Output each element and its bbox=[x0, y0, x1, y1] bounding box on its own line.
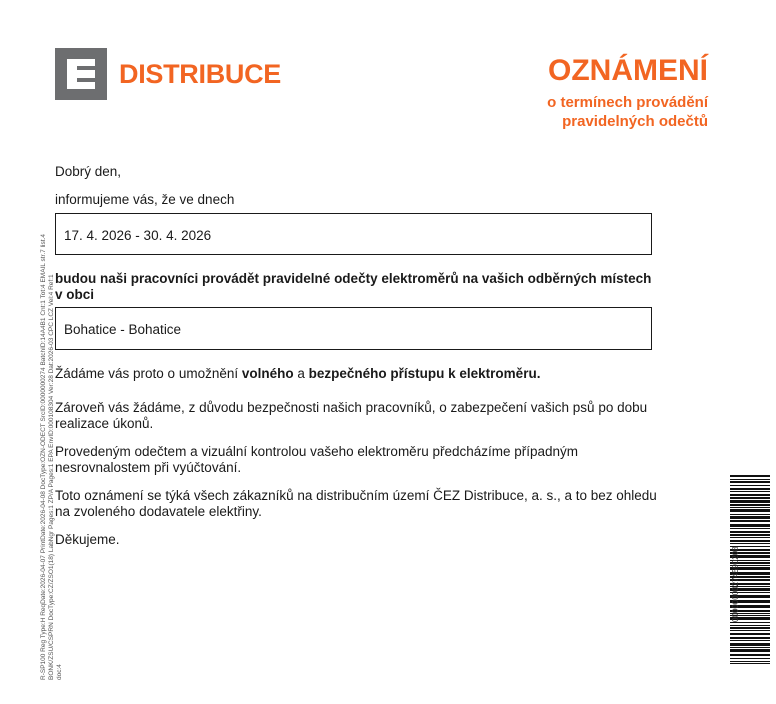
notice-line-2: v obci bbox=[55, 287, 95, 302]
barcode-bar bbox=[730, 654, 770, 656]
barcode-bar bbox=[730, 643, 770, 646]
subtitle-line-1: o termínech provádění bbox=[547, 94, 708, 111]
dogs-line-2: realizace úkonů. bbox=[55, 416, 154, 431]
barcode-bar bbox=[730, 479, 770, 480]
side-code-line-3: doc:4 bbox=[56, 664, 63, 680]
side-code-line-1: R-SP100 Reg Type:H ReqDate:2026-04-07 PrintDate:2026-04-08 DocType:OZN-ODECT SrcID:0000000274 BatchID:14A4B1 Cnt:1 Tot:4 EMAIL str.7 list.4 bbox=[40, 234, 47, 680]
barcode-bar bbox=[730, 647, 770, 648]
billing-line-1: Provedeným odečtem a vizuální kontrolou vašeho elektroměru předcházíme případným bbox=[55, 444, 579, 459]
barcode-bar bbox=[730, 625, 770, 626]
scope-line-2: na zvoleného dodavatele elektřiny. bbox=[55, 504, 262, 519]
intro-text: informujeme vás, že ve dnech bbox=[55, 192, 235, 207]
page-subtitle bbox=[448, 93, 708, 131]
request-text bbox=[55, 366, 540, 382]
billing-text bbox=[55, 444, 578, 476]
closing-text: Děkujeme. bbox=[55, 532, 120, 547]
billing-line-2: nesrovnalostem při vyúčtování. bbox=[55, 460, 242, 475]
greeting: Dobrý den, bbox=[55, 164, 122, 179]
notice-text bbox=[55, 271, 651, 303]
scope-line-1: Toto oznámení se týká všech zákazníků na distribučním území ČEZ Distribuce, a. s., a to bez ohledu bbox=[55, 488, 657, 503]
page-title: OZNÁMENÍ bbox=[548, 54, 708, 87]
barcode-bar bbox=[730, 491, 770, 492]
barcode-bar bbox=[730, 649, 770, 652]
municipality-value: Bohatice - Bohatice bbox=[64, 322, 182, 337]
barcode-bar bbox=[730, 630, 770, 631]
barcode-bar bbox=[730, 475, 770, 477]
barcode-bar bbox=[730, 633, 770, 635]
request-bold-1: volného bbox=[241, 366, 294, 381]
barcode-bar bbox=[730, 663, 770, 664]
barcode-bar bbox=[730, 481, 770, 483]
dates-value: 17. 4. 2026 - 30. 4. 2026 bbox=[64, 228, 212, 243]
brand-name: DISTRIBUCE bbox=[119, 59, 282, 89]
request-part-2: a bbox=[293, 366, 309, 381]
notice-line-1: budou naši pracovníci provádět pravidelné odečty elektroměrů na vašich odběrných místech bbox=[55, 271, 652, 286]
request-part-1: Žádáme vás proto o umožnění bbox=[55, 366, 242, 381]
barcode-bar bbox=[730, 497, 770, 499]
subtitle-line-2: pravidelných odečtů bbox=[562, 113, 708, 130]
dogs-text bbox=[55, 400, 647, 432]
barcode-bar bbox=[730, 637, 770, 639]
barcode-bar bbox=[730, 485, 770, 486]
dates-box bbox=[55, 213, 652, 255]
barcode-number: 00000000274590208 bbox=[731, 546, 740, 622]
barcode-bar bbox=[730, 661, 770, 662]
scope-text bbox=[55, 488, 657, 520]
dogs-line-1: Zároveň vás žádáme, z důvodu bezpečnosti našich pracovníků, o zabezpečení vašich psů po dobu bbox=[55, 400, 648, 415]
side-code-line-2: BONK/ZSU/CSPRN DocType:CZ/ZSO1(18) LabNgr Pages:1 ZP/A Pages:1 EPA EnvID:000108304 Ver:28 Dat:2026-03 CPC LCZ Vel:4 Ref:1 bbox=[48, 274, 55, 680]
barcode-bar bbox=[730, 658, 770, 659]
barcode-bar bbox=[730, 627, 770, 629]
barcode-bar bbox=[730, 640, 770, 641]
barcode-bar bbox=[730, 622, 770, 623]
barcode-bar bbox=[730, 488, 770, 490]
side-processing-code bbox=[40, 50, 64, 680]
municipality-box bbox=[55, 307, 652, 350]
request-bold-2: bezpečného přístupu k elektroměru. bbox=[308, 366, 541, 381]
barcode-bar bbox=[730, 494, 770, 496]
